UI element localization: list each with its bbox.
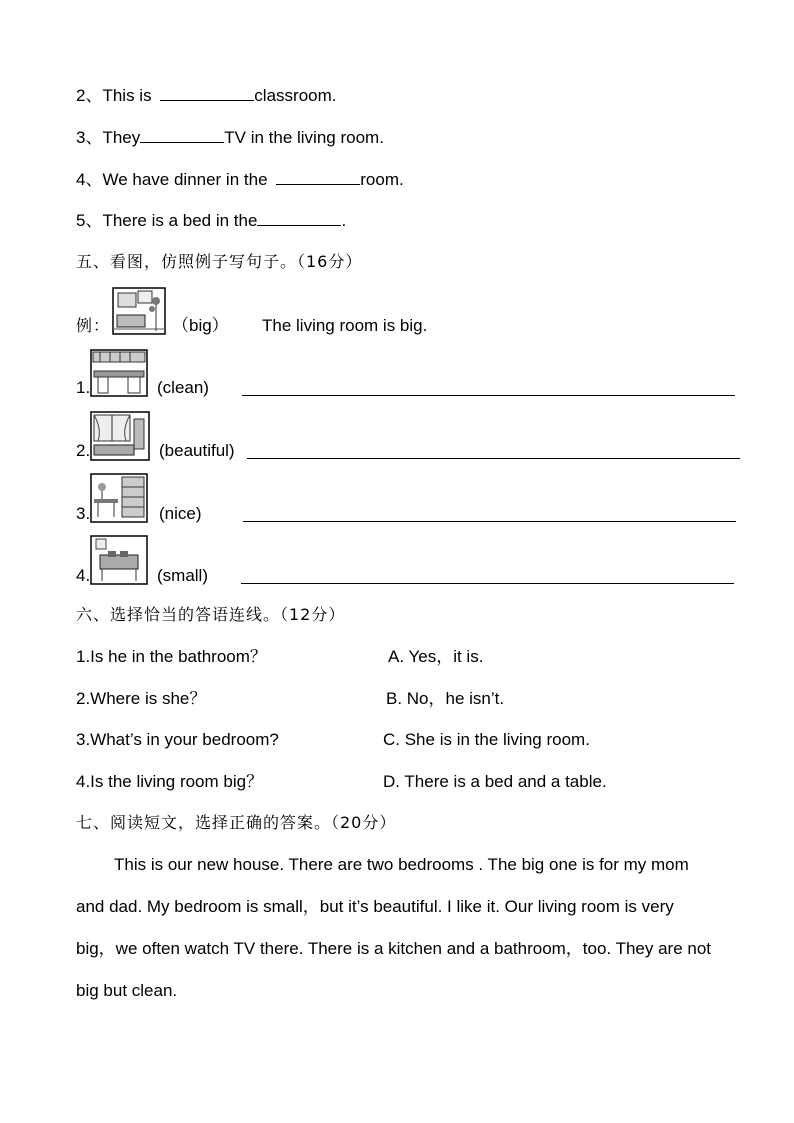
reading-passage-text: This is our new house. There are two bedrooms . The big one is for my mom and dad. My bedroom is small，but it’s beautiful. I like it. Our living room is very big，we often watch TV there. There is a kitchen and a bathroom，too. They are not big but clean. bbox=[76, 855, 712, 1000]
answer-line-1[interactable] bbox=[242, 395, 735, 396]
answer-line-3[interactable] bbox=[243, 521, 736, 522]
question-2[interactable]: 2.Where is she？ bbox=[76, 689, 207, 708]
question-1[interactable]: 1.Is he in the bathroom？ bbox=[76, 647, 267, 666]
fill-blank-3 bbox=[76, 126, 384, 149]
living-room-picture bbox=[112, 287, 166, 335]
picture-item-1-word: (clean) bbox=[157, 378, 209, 397]
fill-blank-2-after: classroom. bbox=[254, 86, 337, 105]
question-3[interactable]: 3.What’s in your bedroom? bbox=[76, 730, 279, 749]
answer-blank-2[interactable] bbox=[160, 84, 254, 101]
example-word: （big） bbox=[172, 316, 229, 335]
answer-c[interactable]: C. She is in the living room. bbox=[383, 730, 590, 749]
bedroom-picture bbox=[90, 411, 150, 461]
answer-line-4[interactable] bbox=[241, 583, 734, 584]
study-picture bbox=[90, 473, 148, 523]
example-prefix: 例： bbox=[76, 316, 111, 335]
reading-passage bbox=[76, 844, 716, 1012]
answer-blank-5[interactable] bbox=[257, 209, 341, 226]
section-6-heading: 六、选择恰当的答语连线。（12分） bbox=[76, 605, 346, 624]
bathroom-picture bbox=[90, 349, 148, 397]
answer-d[interactable]: D. There is a bed and a table. bbox=[383, 772, 607, 791]
answer-blank-4[interactable] bbox=[276, 168, 360, 185]
section-5-heading: 五、看图，仿照例子写句子。（16分） bbox=[76, 252, 363, 271]
fill-blank-4-after: room. bbox=[360, 170, 404, 189]
answer-b[interactable]: B. No，he isn’t. bbox=[386, 689, 505, 708]
fill-blank-2 bbox=[76, 84, 336, 107]
fill-blank-2-before: 2、This is bbox=[76, 86, 157, 105]
picture-item-4-word: (small) bbox=[157, 566, 208, 585]
picture-item-4-num: 4. bbox=[76, 566, 91, 585]
fill-blank-5-after: . bbox=[341, 211, 347, 230]
picture-item-2-word: (beautiful) bbox=[159, 441, 235, 460]
answer-blank-3[interactable] bbox=[140, 126, 224, 143]
answer-line-2[interactable] bbox=[247, 458, 740, 459]
section-7-heading: 七、阅读短文，选择正确的答案。（20分） bbox=[76, 813, 397, 832]
fill-blank-4-before: 4、We have dinner in the bbox=[76, 170, 273, 189]
fill-blank-3-after: TV in the living room. bbox=[224, 128, 384, 147]
answer-a[interactable]: A. Yes，it is. bbox=[388, 647, 484, 666]
fill-blank-5 bbox=[76, 209, 346, 232]
example-row bbox=[76, 315, 110, 337]
example-sentence: The living room is big. bbox=[262, 316, 428, 335]
kitchen-picture bbox=[90, 535, 148, 585]
picture-item-3-word: (nice) bbox=[159, 504, 202, 523]
fill-blank-4 bbox=[76, 168, 404, 191]
picture-item-2-num: 2. bbox=[76, 441, 91, 460]
picture-item-1-num: 1. bbox=[76, 378, 91, 397]
picture-item-3-num: 3. bbox=[76, 504, 91, 523]
question-4[interactable]: 4.Is the living room big？ bbox=[76, 772, 264, 791]
fill-blank-3-before: 3、They bbox=[76, 128, 141, 147]
fill-blank-5-before: 5、There is a bed in the bbox=[76, 211, 258, 230]
